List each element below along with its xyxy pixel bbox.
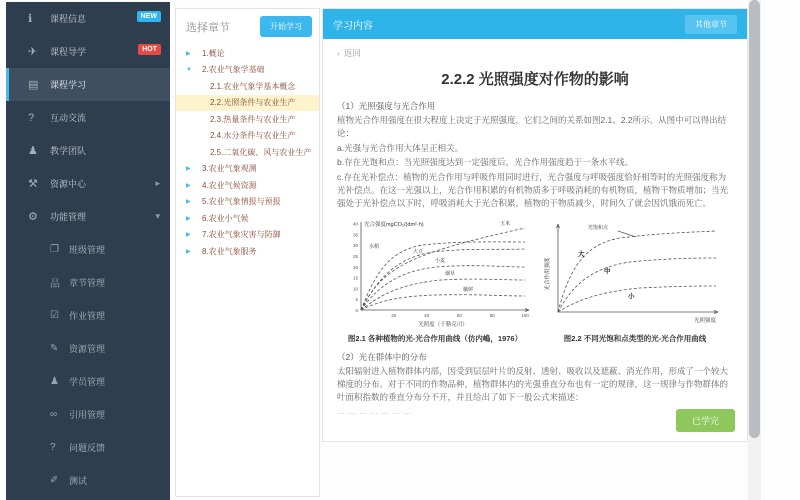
tree-collapsed-icon[interactable]: ▶ <box>186 215 191 222</box>
submenu-item-label: 引用管理 <box>69 410 106 420</box>
tree-item-label: 2.4.水分条件与农业生产 <box>210 131 296 141</box>
curve-label-medium: 中 <box>603 268 611 276</box>
tree-item-label: 3.农业气象观测 <box>202 164 257 174</box>
start-learning-button[interactable]: 开始学习 <box>260 16 312 37</box>
sidebar-item-label: 教学团队 <box>50 146 87 156</box>
tree-item-6[interactable] <box>176 210 319 227</box>
saturation-point-chart <box>540 216 730 332</box>
submenu-item-class-management[interactable] <box>6 233 170 266</box>
tree-item-label: 2.1.农业气象学基本概念 <box>210 81 296 91</box>
svg-text:0: 0 <box>355 308 358 314</box>
curve-label-tobacco: 烟草 <box>445 271 456 278</box>
sidebar-item-label: 课程信息 <box>50 14 87 24</box>
tree-item-2-3[interactable] <box>176 111 319 128</box>
edit-square-icon: ☑ <box>50 310 59 321</box>
sidebar-item-course-learning[interactable] <box>6 68 170 101</box>
users-icon: ♟ <box>50 376 59 387</box>
chapter-panel-title: 选择章节 <box>186 21 230 34</box>
finished-learning-button[interactable]: 已学完 <box>676 409 735 432</box>
svg-text:15: 15 <box>352 275 358 281</box>
svg-text:25: 25 <box>352 254 358 260</box>
svg-text:30: 30 <box>352 243 358 249</box>
tree-item-label: 7.农业气象灾害与防御 <box>202 230 281 240</box>
curve-label-small: 小 <box>627 293 635 301</box>
submenu-item-label: 班级管理 <box>69 245 106 255</box>
figures-row <box>337 216 733 344</box>
tree-collapsed-icon[interactable]: ▶ <box>186 50 191 57</box>
tree-collapsed-icon[interactable]: ▶ <box>186 166 191 173</box>
other-chapters-button[interactable]: 其他章节 <box>685 15 737 34</box>
x-axis-label: 光照强度 <box>693 318 716 325</box>
back-label: 返回 <box>343 48 361 58</box>
section1-heading: （1）光照强度与光合作用 <box>337 101 436 111</box>
tree-expanded-icon[interactable]: ▼ <box>186 66 192 73</box>
submenu-item-label: 学员管理 <box>69 377 106 387</box>
tree-item-3[interactable] <box>176 161 319 178</box>
tree-collapsed-icon[interactable]: ▶ <box>186 199 191 206</box>
y-axis-label: 光合强度mgCO₂/(dm²·h) <box>364 222 424 229</box>
pencil-icon: ✎ <box>50 343 59 354</box>
tree-item-label: 6.农业小气候 <box>202 213 249 223</box>
submenu-item-homework-management[interactable] <box>6 299 170 332</box>
svg-text:20: 20 <box>391 313 397 319</box>
figure-2-1-caption: 图2.1 各种植物的光-光合作用曲线（仿内嶋，1976） <box>347 334 523 344</box>
tree-item-label: 5.农业气象情报与预报 <box>202 197 281 207</box>
chapter-panel-header <box>176 9 319 45</box>
sidebar-item-interaction[interactable] <box>6 101 170 134</box>
y-axis-label: 光合作用强度 <box>544 257 551 291</box>
book-icon: ▤ <box>28 79 39 91</box>
submenu-item-label: 测试 <box>69 476 88 486</box>
x-ticks <box>391 313 529 318</box>
svg-text:20: 20 <box>352 265 358 271</box>
sidebar-item-resource-center[interactable] <box>6 167 170 200</box>
tree-item-label: 2.2.光照条件与农业生产 <box>210 98 296 108</box>
link-icon: ∞ <box>50 409 58 420</box>
sidebar-item-label: 资源中心 <box>50 179 87 189</box>
info-icon: ℹ <box>28 13 33 25</box>
tree-item-label: 1.概论 <box>202 48 225 58</box>
tree-item-2[interactable] <box>176 62 319 79</box>
paper-plane-icon: ✈ <box>28 46 38 58</box>
figure-2-1 <box>337 216 533 344</box>
section1-point-a: a.光强与光合作用大体呈正相关。 <box>337 142 464 153</box>
gears-icon: ⚙ <box>28 211 38 223</box>
tree-collapsed-icon[interactable]: ▶ <box>186 248 191 255</box>
chevron-right-icon: ▸ <box>155 178 160 188</box>
tree-item-1[interactable] <box>176 45 319 62</box>
sidebar-item-function-management[interactable] <box>6 200 170 233</box>
tree-collapsed-icon[interactable]: ▶ <box>186 232 191 239</box>
page-title: 2.2.2 光照强度对作物的影响 <box>441 71 629 88</box>
tree-item-label: 2.农业气象学基础 <box>202 65 265 75</box>
users-icon: ♟ <box>28 145 38 157</box>
tree-item-label: 2.3.热量条件与农业生产 <box>210 114 296 124</box>
chevron-left-icon: ‹ <box>337 48 340 58</box>
figure-2-2 <box>537 216 733 344</box>
content-panel <box>322 8 748 442</box>
curve-label-soybean: 大豆 <box>413 249 424 256</box>
y-ticks <box>353 222 359 313</box>
content-header-title: 学习内容 <box>333 20 373 32</box>
submenu-item-feedback[interactable] <box>6 431 170 464</box>
question-icon: ? <box>28 111 35 124</box>
sidebar-item-teaching-team[interactable] <box>6 134 170 167</box>
chevron-down-icon: ▾ <box>155 211 160 221</box>
section1-point-c: c.存在光补偿点：植物的光合作用与呼吸作用同时进行，光合强度与呼吸强度恰好相等时的光照强度称为光补偿点。在这一光强以上，光合作用积累的有机物质多于呼吸消耗的有机物质，植物干物质增加；当光强处于光补偿点以下时，呼吸消耗大于光合积累，植物的干物质减少，时间久了就会因饥饿而死亡。 <box>337 172 729 208</box>
section1-point-b: b.存在光饱和点：当光照强度达到一定强度后，光合作用强度趋于一条水平线。 <box>337 157 634 168</box>
scrollbar-thumb[interactable] <box>749 0 760 438</box>
scrollbar-track[interactable] <box>748 0 761 500</box>
tree-item-2-5[interactable] <box>176 144 319 161</box>
tree-item-2-2-selected[interactable] <box>176 95 319 112</box>
svg-text:10: 10 <box>352 286 358 292</box>
sidebar-item-label: 功能管理 <box>50 212 87 222</box>
submenu-item-label: 章节管理 <box>69 278 106 288</box>
section2-paragraph: 太阳辐射进入植物群体内部，因受到层层叶片的反射、透射、吸收以及遮蔽、消光作用，形成了一个较大梯度的分布。对于不同的作物品种，植物群体内的光强垂直分布也有一定的规律，这一规律与作物群体的叶面积指数的垂直分布分不开，并且给出了如下一般公式来描述： <box>337 366 729 402</box>
figure-2-2-caption: 图2.2 不同光饱和点类型的光-光合作用曲线 <box>563 334 707 344</box>
tree-item-2-1[interactable] <box>176 78 319 95</box>
svg-text:60: 60 <box>456 313 462 319</box>
chapter-tree <box>176 45 319 260</box>
tree-item-7[interactable] <box>176 227 319 244</box>
light-photosynthesis-chart <box>337 216 537 332</box>
back-link[interactable] <box>337 47 733 59</box>
submenu-item-reference-management[interactable] <box>6 398 170 431</box>
curve-label-maple: 槭树 <box>463 287 474 294</box>
tree-item-4[interactable] <box>176 177 319 194</box>
submenu-item-student-management[interactable] <box>6 365 170 398</box>
new-badge: NEW <box>137 11 161 22</box>
sitemap-icon: 品 <box>50 279 60 290</box>
sidebar-item-label: 课程导学 <box>50 47 87 57</box>
sidebar-item-course-guide[interactable] <box>6 35 170 68</box>
tree-item-label: 2.5.二氧化碳、风与农业生产 <box>210 147 312 157</box>
tree-item-8[interactable] <box>176 243 319 260</box>
svg-text:40: 40 <box>352 221 358 227</box>
svg-text:35: 35 <box>352 232 358 238</box>
curve-label-rice: 水稻 <box>369 244 380 251</box>
content-header <box>323 9 747 39</box>
section2-heading: （2）光在群体中的分布 <box>337 352 427 363</box>
tree-item-5[interactable] <box>176 194 319 211</box>
svg-text:40: 40 <box>424 313 430 319</box>
sidebar-item-label: 课程学习 <box>50 80 87 90</box>
submenu-item-resource-management[interactable] <box>6 332 170 365</box>
svg-text:100: 100 <box>521 313 529 319</box>
wrench-icon: ⚒ <box>28 178 38 190</box>
tree-item-2-4[interactable] <box>176 128 319 145</box>
test-icon: ✐ <box>50 475 59 486</box>
sidebar <box>6 2 170 500</box>
submenu-item-label: 作业管理 <box>69 311 106 321</box>
tree-item-label: 4.农业气候资源 <box>202 180 257 190</box>
svg-text:80: 80 <box>489 313 495 319</box>
tree-collapsed-icon[interactable]: ▶ <box>186 182 191 189</box>
x-axis-label: 光照度（千勒克司） <box>418 322 468 329</box>
hot-badge: HOT <box>138 44 161 55</box>
submenu-item-label: 问题反馈 <box>69 443 106 453</box>
svg-text:5: 5 <box>355 297 358 303</box>
saturation-point-annotation: 光饱和点 <box>587 225 608 232</box>
submenu-item-chapter-management[interactable] <box>6 266 170 299</box>
submenu-item-test[interactable] <box>6 464 170 497</box>
content-body <box>323 39 747 441</box>
section1-paragraph: 植物光合作用强度在很大程度上决定于光照强度，它们之间的关系如图2.1、2.2所示。从图中可以得出结论： <box>337 115 727 138</box>
curve-label-wheat: 小麦 <box>435 258 446 265</box>
tree-item-label: 8.农业气象服务 <box>202 246 257 256</box>
formula-placeholder: ⋯⋯⋯⋯⋯⋯⋯ <box>337 408 414 418</box>
curve-label-large: 大 <box>577 251 585 259</box>
submenu-item-label: 资源管理 <box>69 344 106 354</box>
sidebar-item-course-info[interactable] <box>6 2 170 35</box>
curve-label-corn: 玉米 <box>500 221 511 228</box>
question-icon: ? <box>50 442 56 453</box>
chapter-panel <box>175 8 320 497</box>
pages-icon: ❐ <box>50 244 59 255</box>
sidebar-item-label: 互动交流 <box>50 113 87 123</box>
